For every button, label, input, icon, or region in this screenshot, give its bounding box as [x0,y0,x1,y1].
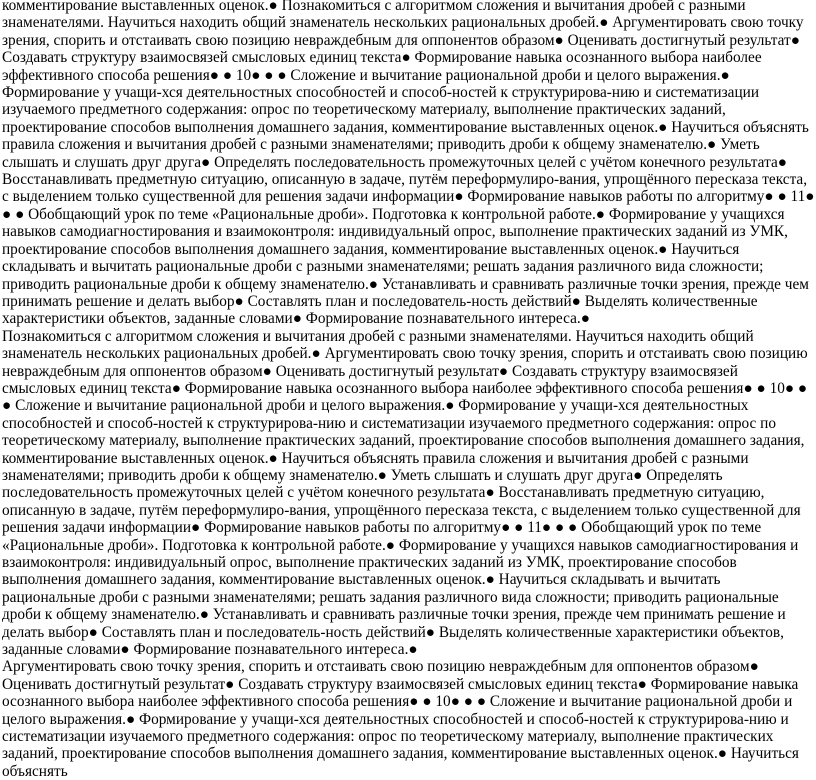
text-block-1: комментирование выставленных оценок.● Познакомиться с алгоритмом сложения и вычитания дробей с разными знаменателями. Научиться находить общий знаменатель нескольких рациональных дробей.● Аргументировать свою точку зрения, спорить и отстаивать свою позицию невраждебным для оппонентов образом● Оценивать достигнутый результат● Создавать структуру взаимосвязей смысловых единиц текста● Формирование навыка осознанного выбора наиболее эффективного способа решения● ● 10● ● ● Сложение и вычитание рациональной дроби и целого выражения.● Формирование у учащи-хся деятельностных способностей и способ-ностей к структурирова-нию и систематизации изучаемого предметного содержания: опрос по теоретическому материалу, выполнение практических заданий, проектирование способов выполнения домашнего задания, комментирование выставленных оценок.● Научиться объяснять правила сложения и вычитания дробей с разными знаменателями; приводить дроби к общему знаменателю.● Уметь слышать и слушать друг друга● Определять последовательность промежуточных целей с учётом конечного результата● Восстанавливать предметную ситуацию, описанную в задаче, путём переформулиро-вания, упрощённого пересказа текста, с выделением только существенной для решения задачи информации● Формирование навыков работы по алгоритму● ● 11● ● ● Обобщающий урок по теме «Рациональные дроби». Подготовка к контрольной работе.● Формирование у учащихся навыков самодиагностирования и взаимоконтроля: индивидуальный опрос, выполнение практических заданий из УМК, проектирование способов выполнения домашнего задания, комментирование выставленных оценок.● Научиться складывать и вычитать рациональные дроби с разными знаменателями; решать задания различного вида сложности; приводить рациональные дроби к общему знаменателю.● Устанавливать и сравнивать различные точки зрения, прежде чем принимать решение и делать выбор● Составлять план и последователь-ность действий● Выделять количественные характеристики объектов, заданные словами● Формирование познавательного интереса.● [2,0,815,328]
text-block-2: Познакомиться с алгоритмом сложения и вычитания дробей с разными знаменателями. Научиться находить общий знаменатель нескольких рациональных дробей.● Аргументировать свою точку зрения, спорить и отстаивать свою позицию невраждебным для оппонентов образом● Оценивать достигнутый результат● Создавать структуру взаимосвязей смысловых единиц текста● Формирование навыка осознанного выбора наиболее эффективного способа решения● ● 10● ● ● Сложение и вычитание рациональной дроби и целого выражения.● Формирование у учащи-хся деятельностных способностей и способ-ностей к структурирова-нию и систематизации изучаемого предметного содержания: опрос по теоретическому материалу, выполнение практических заданий, проектирование способов выполнения домашнего задания, комментирование выставленных оценок.● Научиться объяснять правила сложения и вычитания дробей с разными знаменателями; приводить дроби к общему знаменателю.● Уметь слышать и слушать друг друга● Определять последовательность промежуточных целей с учётом конечного результата● Восстанавливать предметную ситуацию, описанную в задаче, путём переформулиро-вания, упрощённого пересказа текста, с выделением только существенной для решения задачи информации● Формирование навыков работы по алгоритму● ● 11● ● ● Обобщающий урок по теме «Рациональные дроби». Подготовка к контрольной работе.● Формирование у учащихся навыков самодиагностирования и взаимоконтроля: индивидуальный опрос, выполнение практических заданий из УМК, проектирование способов выполнения домашнего задания, комментирование выставленных оценок.● Научиться складывать и вычитать рациональные дроби с разными знаменателями; решать задания различного вида сложности; приводить рациональные дроби к общему знаменателю.● Устанавливать и сравнивать различные точки зрения, прежде чем принимать решение и делать выбор● Составлять план и последователь-ность действий● Выделять количественные характеристики объектов, заданные словами● Формирование познавательного интереса.● [2,327,808,659]
text-block-3: Аргументировать свою точку зрения, спорить и отстаивать свою позицию невраждебным для оппонентов образом● Оценивать достигнутый результат● Создавать структуру взаимосвязей смысловых единиц текста● Формирование навыка осознанного выбора наиболее эффективного способа решения● ● 10● ● ● Сложение и вычитание рациональной дроби и целого выражения.● Формирование у учащи-хся деятельностных способностей и способ-ностей к структурирова-нию и систематизации изучаемого предметного содержания: опрос по теоретическому материалу, выполнение практических заданий, проектирование способов выполнения домашнего задания, комментирование выставленных оценок.● Научиться объяснять [2,658,799,780]
